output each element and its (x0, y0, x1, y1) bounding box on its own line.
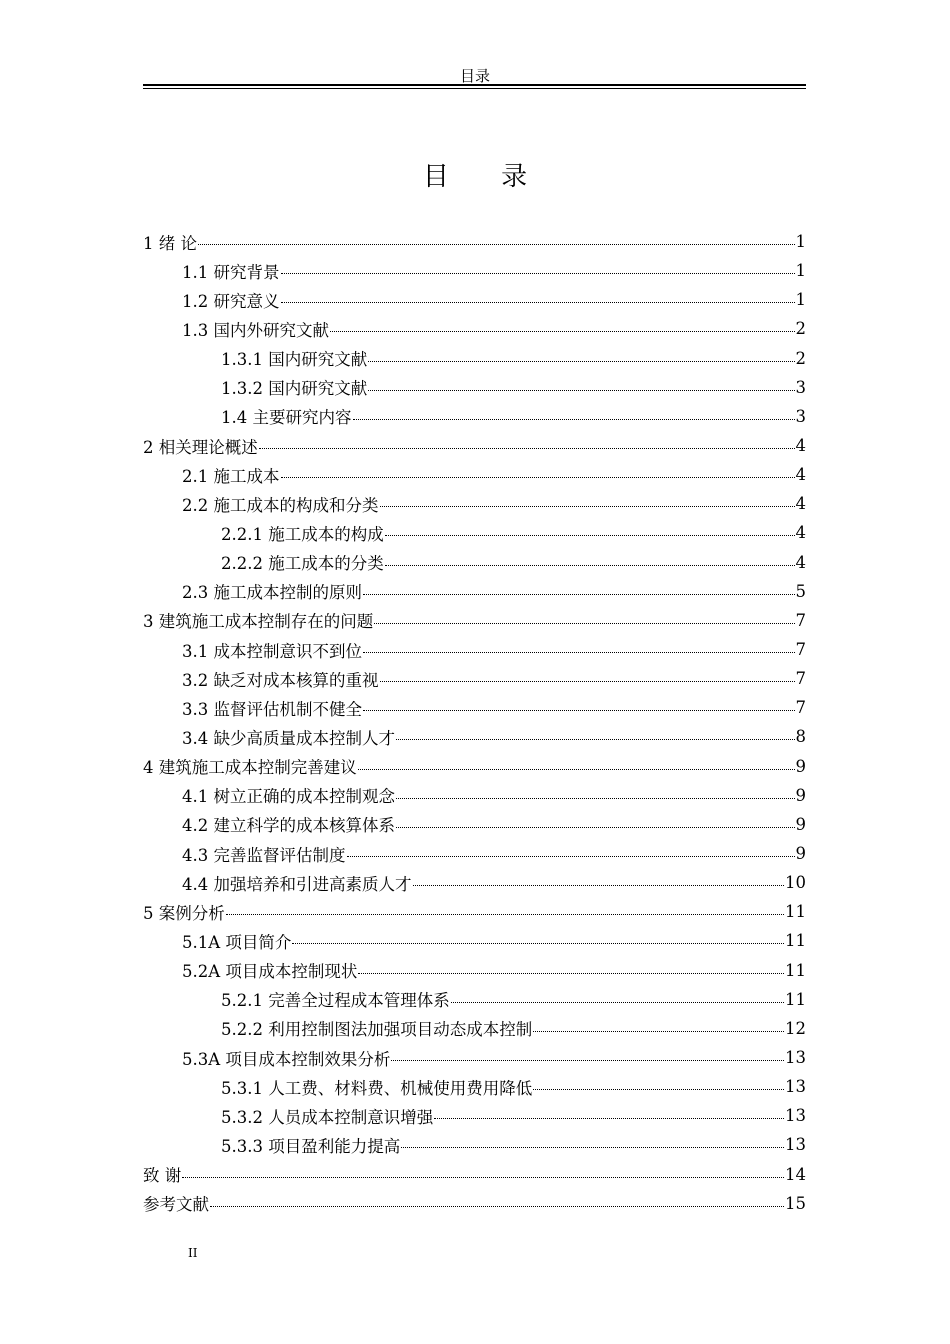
table-of-contents (143, 227, 806, 1218)
toc-entry[interactable] (143, 373, 806, 402)
toc-entry[interactable] (143, 402, 806, 431)
toc-dot-leader (391, 1060, 784, 1061)
toc-entry-label: 1.3 国内外研究文献 (182, 320, 329, 340)
toc-dot-leader (368, 361, 794, 362)
toc-entry[interactable] (143, 781, 806, 810)
toc-dot-leader (353, 419, 795, 420)
toc-entry-page: 13 (785, 1048, 806, 1067)
toc-dot-leader (533, 1089, 784, 1090)
toc-entry-label: 4.1 树立正确的成本控制观念 (182, 787, 395, 807)
toc-entry[interactable] (143, 664, 806, 693)
toc-entry[interactable] (143, 722, 806, 751)
toc-dot-leader (396, 739, 795, 740)
toc-entry-page: 7 (795, 698, 806, 718)
toc-entry[interactable] (143, 1014, 806, 1043)
toc-entry[interactable] (143, 285, 806, 314)
toc-entry[interactable] (143, 460, 806, 489)
toc-entry[interactable] (143, 344, 806, 373)
toc-entry-label: 1.4 主要研究内容 (221, 408, 352, 428)
toc-entry-label: 2.3 施工成本控制的原则 (182, 583, 362, 603)
toc-entry-label: 5.3.1 人工费、材料费、机械使用费用降低 (221, 1078, 533, 1098)
toc-dot-leader (451, 1002, 784, 1003)
toc-entry-label: 1.3.1 国内研究文献 (221, 350, 368, 370)
toc-entry-label: 5.3.3 项目盈利能力提高 (221, 1136, 401, 1156)
toc-entry[interactable] (143, 810, 806, 839)
toc-entry-label: 3.3 监督评估机制不健全 (182, 699, 362, 719)
toc-entry[interactable] (143, 1043, 806, 1072)
toc-entry-page: 11 (785, 931, 806, 951)
toc-dot-leader (401, 1147, 784, 1148)
toc-entry[interactable] (143, 431, 806, 460)
toc-entry-label: 4.2 建立科学的成本核算体系 (182, 816, 395, 836)
header-rule-thin (143, 88, 806, 89)
toc-dot-leader (358, 973, 784, 974)
toc-entry-page: 1 (795, 290, 806, 310)
toc-entry-page: 9 (795, 785, 806, 805)
toc-entry-label: 2.2 施工成本的构成和分类 (182, 495, 379, 515)
toc-entry[interactable] (143, 897, 806, 926)
toc-dot-leader (368, 390, 794, 391)
toc-entry-page: 4 (795, 552, 806, 572)
toc-entry[interactable] (143, 256, 806, 285)
toc-entry-label: 5.1A 项目简介 (182, 932, 292, 952)
toc-entry-label: 1.2 研究意义 (182, 291, 280, 311)
toc-entry-label: 3.2 缺乏对成本核算的重视 (182, 670, 379, 690)
toc-entry-label: 5.3A 项目成本控制效果分析 (182, 1049, 391, 1069)
toc-entry-label: 1.1 研究背景 (182, 262, 280, 282)
toc-entry[interactable] (143, 518, 806, 547)
toc-entry-page: 13 (785, 1135, 806, 1155)
header-rule-thick (143, 84, 806, 86)
toc-dot-leader (210, 1206, 784, 1207)
toc-entry[interactable] (143, 489, 806, 518)
toc-dot-leader (281, 477, 795, 478)
toc-dot-leader (198, 244, 795, 245)
toc-entry-page: 9 (795, 814, 806, 834)
toc-entry-page: 2 (795, 319, 806, 339)
toc-entry[interactable] (143, 606, 806, 635)
toc-entry-label: 3.4 缺少高质量成本控制人才 (182, 728, 395, 748)
toc-entry-label: 5.2A 项目成本控制现状 (182, 962, 358, 982)
toc-entry-label: 参考文献 (143, 1195, 209, 1215)
toc-entry-label: 2.2.2 施工成本的分类 (221, 554, 384, 574)
toc-entry[interactable] (143, 926, 806, 955)
toc-entry[interactable] (143, 1189, 806, 1218)
toc-dot-leader (385, 565, 795, 566)
toc-dot-leader (347, 856, 795, 857)
toc-entry-page: 9 (795, 756, 806, 776)
toc-entry-page: 3 (795, 406, 806, 426)
toc-entry-label: 2.1 施工成本 (182, 466, 280, 486)
toc-entry[interactable] (143, 839, 806, 868)
toc-entry[interactable] (143, 1160, 806, 1189)
toc-dot-leader (330, 331, 795, 332)
toc-entry-page: 4 (795, 494, 806, 514)
toc-entry-page: 7 (795, 669, 806, 689)
toc-entry-page: 11 (785, 960, 806, 980)
toc-entry[interactable] (143, 985, 806, 1014)
toc-entry-page: 13 (785, 1077, 806, 1097)
toc-entry-page: 2 (795, 348, 806, 368)
toc-entry[interactable] (143, 1072, 806, 1101)
toc-dot-leader (380, 681, 795, 682)
toc-entry-page: 10 (785, 873, 806, 893)
toc-dot-leader (281, 273, 795, 274)
toc-entry-label: 5.3.2 人员成本控制意识增强 (221, 1107, 434, 1127)
toc-entry-label: 3.1 成本控制意识不到位 (182, 641, 362, 661)
toc-dot-leader (385, 535, 795, 536)
toc-dot-leader (533, 1031, 784, 1032)
toc-entry-label: 2.2.1 施工成本的构成 (221, 524, 384, 544)
toc-entry-page: 1 (795, 261, 806, 281)
toc-entry-label: 5 案例分析 (143, 903, 225, 923)
toc-dot-leader (363, 710, 795, 711)
toc-entry-page: 15 (785, 1193, 806, 1213)
toc-dot-leader (226, 914, 784, 915)
toc-dot-leader (281, 302, 795, 303)
toc-entry[interactable] (143, 577, 806, 606)
toc-entry-page: 7 (795, 640, 806, 660)
toc-dot-leader (292, 943, 784, 944)
toc-entry-label: 1 绪 论 (143, 233, 197, 253)
running-header: 目录 (459, 67, 490, 85)
toc-entry-page: 1 (795, 232, 806, 252)
toc-entry-page: 7 (795, 610, 806, 630)
toc-entry-page: 14 (785, 1164, 806, 1184)
toc-entry-label: 1.3.2 国内研究文献 (221, 379, 368, 399)
toc-entry-page: 11 (785, 902, 806, 922)
toc-entry-label: 2 相关理论概述 (143, 437, 258, 457)
toc-dot-leader (182, 1177, 784, 1178)
toc-entry[interactable] (143, 635, 806, 664)
toc-entry-label: 4.3 完善监督评估制度 (182, 845, 346, 865)
toc-entry-page: 5 (795, 581, 806, 601)
toc-entry-label: 5.2.1 完善全过程成本管理体系 (221, 991, 450, 1011)
toc-dot-leader (259, 448, 795, 449)
toc-entry[interactable] (143, 1130, 806, 1159)
toc-entry-label: 5.2.2 利用控制图法加强项目动态成本控制 (221, 1020, 533, 1040)
toc-entry-label: 4 建筑施工成本控制完善建议 (143, 758, 357, 778)
toc-entry[interactable] (143, 1101, 806, 1130)
toc-entry-page: 9 (795, 844, 806, 864)
toc-dot-leader (434, 1118, 784, 1119)
toc-entry-label: 致 谢 (143, 1166, 182, 1186)
toc-entry-page: 4 (795, 465, 806, 485)
toc-entry[interactable] (143, 868, 806, 897)
toc-entry-page: 8 (795, 727, 806, 747)
toc-entry-label: 3 建筑施工成本控制存在的问题 (143, 612, 374, 632)
toc-entry-label: 4.4 加强培养和引进高素质人才 (182, 874, 412, 894)
toc-dot-leader (358, 769, 795, 770)
toc-entry[interactable] (143, 227, 806, 256)
toc-dot-leader (363, 594, 795, 595)
toc-entry[interactable] (143, 548, 806, 577)
toc-entry-page: 3 (795, 377, 806, 397)
toc-entry[interactable] (143, 752, 806, 781)
toc-entry-page: 12 (785, 1018, 806, 1038)
toc-dot-leader (380, 506, 795, 507)
toc-entry-page: 4 (795, 523, 806, 543)
toc-entry[interactable] (143, 314, 806, 343)
toc-entry[interactable] (143, 693, 806, 722)
toc-entry-page: 4 (795, 436, 806, 456)
toc-dot-leader (413, 885, 785, 886)
toc-title: 目 录 (422, 162, 550, 192)
toc-dot-leader (363, 652, 795, 653)
toc-dot-leader (374, 623, 794, 624)
toc-dot-leader (396, 827, 795, 828)
toc-entry-page: 11 (785, 989, 806, 1009)
toc-entry[interactable] (143, 956, 806, 985)
footer-page-number: II (188, 1246, 198, 1260)
toc-dot-leader (396, 798, 795, 799)
toc-entry-page: 13 (785, 1106, 806, 1126)
